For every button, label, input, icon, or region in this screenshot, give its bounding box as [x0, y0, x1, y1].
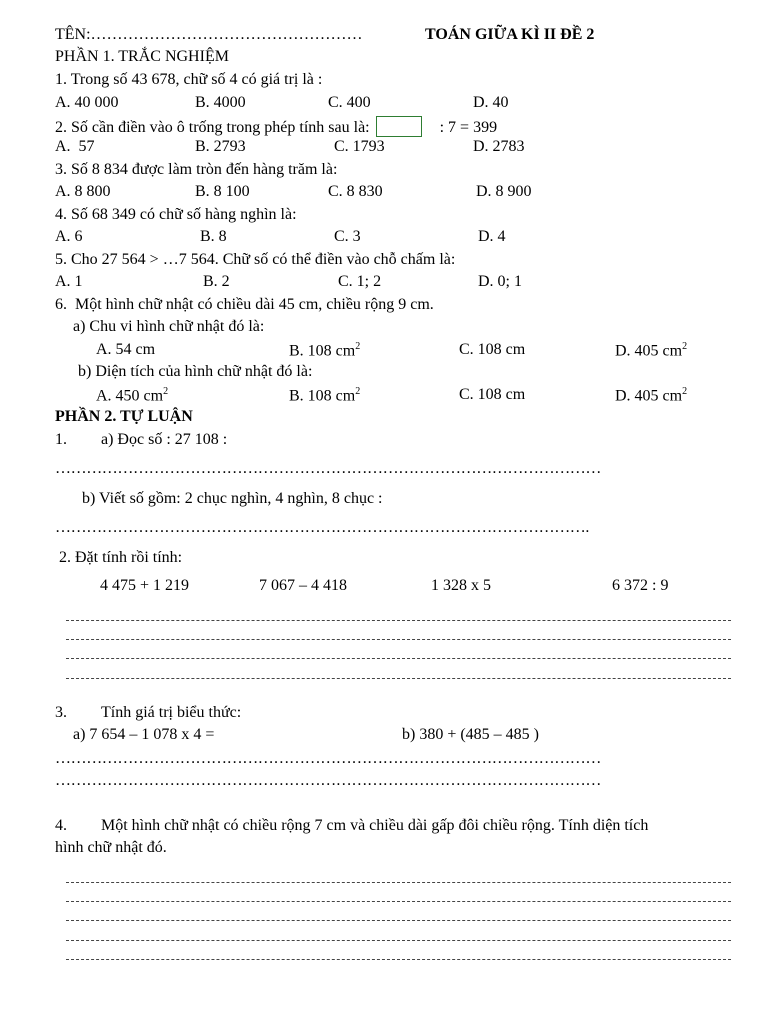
q5-text: 5. Cho 27 564 > …7 564. Chữ số có thể điền vào chỗ chấm là: [55, 251, 456, 268]
answer-line [66, 901, 731, 902]
q6b-text: b) Diện tích của hình chữ nhật đó là: [78, 363, 313, 380]
q6a-option-d: D. 405 $cm^2$ [615, 341, 688, 360]
page-title: TOÁN GIỮA KÌ II ĐỀ 2 [425, 26, 595, 43]
p2-q4-text-line1: Một hình chữ nhật có chiều rộng 7 cm và chiều dài gấp đôi chiều rộng. Tính diện tích [101, 817, 649, 834]
p2-q2-op-1: 4 475 + 1 219 [100, 577, 190, 594]
q2-option-c: C. 1793 [334, 138, 385, 155]
p2-q2-op-4: 6 372 : 9 [612, 577, 669, 594]
p2-q1a-text: a) Đọc số : 27 108 : [101, 431, 228, 448]
q2-option-b: B. 2793 [195, 138, 246, 155]
q3-option-d: D. 8 900 [476, 183, 532, 200]
blank-box [376, 116, 422, 137]
q4-option-c: C. 3 [334, 228, 361, 245]
q2-text: 2. Số cần điền vào ô trống trong phép tính sau là: [55, 119, 370, 136]
q6b-option-b: B. 108 $cm^2$ [289, 386, 361, 405]
answer-line [66, 882, 731, 883]
p2-q1-number: 1. [55, 431, 67, 448]
q5-option-b: B. 2 [203, 273, 230, 290]
q1-option-c: C. 400 [328, 94, 371, 111]
q6a-option-c: C. 108 cm [459, 341, 526, 358]
q1-text: 1. Trong số 43 678, chữ số 4 có giá trị là : [55, 71, 323, 88]
q4-text: 4. Số 68 349 có chữ số hàng nghìn là: [55, 206, 297, 223]
p2-q1b-answer-dots: …………………………………………………………………………………………. [55, 519, 590, 536]
answer-line [66, 940, 731, 941]
q3-option-b: B. 8 100 [195, 183, 250, 200]
p2-q3b-text: b) 380 + (485 – 485 ) [402, 726, 540, 743]
p2-q3-text: Tính giá trị biểu thức: [101, 704, 242, 721]
p2-q4-number: 4. [55, 817, 67, 834]
p2-q2-text: 2. Đặt tính rồi tính: [59, 549, 183, 566]
answer-line [66, 678, 731, 679]
p2-q2-op-2: 7 067 – 4 418 [259, 577, 347, 594]
q5-option-a: A. 1 [55, 273, 83, 290]
q1-option-b: B. 4000 [195, 94, 246, 111]
p2-q1b-text: b) Viết số gồm: 2 chục nghìn, 4 nghìn, 8 chục : [82, 490, 383, 507]
q2-option-a: A. 57 [55, 138, 95, 155]
q2-option-d: D. 2783 [473, 138, 525, 155]
answer-line [66, 920, 731, 921]
p2-q2-op-3: 1 328 x 5 [431, 577, 491, 594]
q6b-option-d: D. 405 $cm^2$ [615, 386, 688, 405]
p2-q3-number: 3. [55, 704, 67, 721]
answer-line [66, 658, 731, 659]
q6-text: 6. Một hình chữ nhật có chiều dài 45 cm, chiều rộng 9 cm. [55, 296, 434, 313]
q5-option-c: C. 1; 2 [338, 273, 382, 290]
answer-line [66, 639, 731, 640]
q2-text-after: : 7 = 399 [439, 119, 498, 136]
answer-line [66, 959, 731, 960]
q1-option-a: A. 40 000 [55, 94, 119, 111]
q4-option-a: A. 6 [55, 228, 83, 245]
q4-option-d: D. 4 [478, 228, 506, 245]
q6a-option-a: A. 54 cm [96, 341, 156, 358]
q4-option-b: B. 8 [200, 228, 227, 245]
p2-q3-answer-dots-2: …………………………………………………………………………………………… [55, 772, 602, 789]
q3-option-c: C. 8 830 [328, 183, 383, 200]
q6b-option-a: A. 450 $cm^2$ [96, 386, 169, 405]
q3-text: 3. Số 8 834 được làm tròn đến hàng trăm là: [55, 161, 338, 178]
q5-option-d: D. 0; 1 [478, 273, 522, 290]
p2-q4-text-line2: hình chữ nhật đó. [55, 839, 167, 856]
q6a-option-b: B. 108 $cm^2$ [289, 341, 361, 360]
answer-line [66, 620, 731, 621]
q6b-option-c: C. 108 cm [459, 386, 526, 403]
q3-option-a: A. 8 800 [55, 183, 111, 200]
p2-q1a-answer-dots: …………………………………………………………………………………………… [55, 460, 602, 477]
name-line: TÊN:…………………………………………… [55, 26, 363, 43]
q1-option-d: D. 40 [473, 94, 509, 111]
p2-q3a-text: a) 7 654 – 1 078 x 4 = [73, 726, 215, 743]
q2-line [55, 116, 497, 137]
part2-heading: PHẦN 2. TỰ LUẬN [55, 408, 193, 425]
q6a-text: a) Chu vi hình chữ nhật đó là: [73, 318, 265, 335]
part1-heading: PHẦN 1. TRẮC NGHIỆM [55, 48, 229, 65]
p2-q3-answer-dots-1: …………………………………………………………………………………………… [55, 750, 602, 767]
